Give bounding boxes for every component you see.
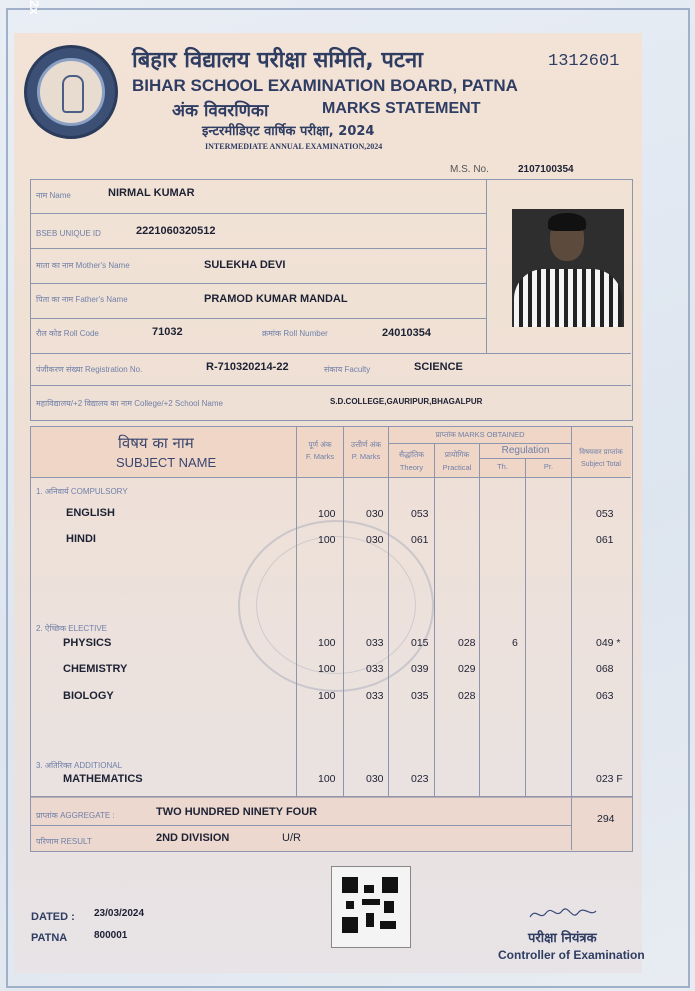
place-code: 800001 — [94, 930, 128, 941]
fmarks-header: F. Marks — [305, 452, 335, 461]
result-category: U/R — [282, 832, 301, 844]
subject-total: 068 — [596, 663, 614, 675]
total-header-hindi: विषयवार प्राप्तांक — [579, 449, 623, 456]
mother-label: माता का नाम Mother's Name — [36, 261, 130, 270]
full-marks: 100 — [318, 773, 336, 785]
subject-total: 061 — [596, 534, 614, 546]
pass-marks: 033 — [366, 663, 384, 675]
subject-name: MATHEMATICS — [63, 773, 143, 785]
aggregate-box — [30, 796, 633, 852]
pass-marks: 030 — [366, 534, 384, 546]
father-name: PRAMOD KUMAR MANDAL — [204, 293, 348, 305]
statement-title-english: MARKS STATEMENT — [322, 100, 481, 117]
pmarks-header-hindi: उत्तीर्ण अंक — [350, 440, 382, 449]
dated-label: DATED : — [31, 911, 75, 923]
roll-code-label: रौल कोड Roll Code — [36, 329, 99, 338]
practical-marks: 029 — [458, 663, 476, 675]
pass-marks: 033 — [366, 637, 384, 649]
subject-name: BIOLOGY — [63, 690, 114, 702]
theory-marks: 053 — [411, 508, 429, 520]
student-photo — [512, 209, 624, 327]
college-label: महाविद्यालय/+2 विद्यालय का नाम College/+2 School Name — [36, 399, 223, 408]
watermark-seal — [238, 520, 434, 692]
theory-header: Theory — [399, 463, 424, 472]
uid-label: BSEB UNIQUE ID — [36, 229, 101, 238]
subject-name: CHEMISTRY — [63, 663, 128, 675]
pass-marks: 030 — [366, 773, 384, 785]
theory-marks: 039 — [411, 663, 429, 675]
exam-title-hindi: इन्टरमीडिएट वार्षिक परीक्षा, 2024 — [202, 124, 375, 139]
qr-code — [331, 866, 411, 948]
student-name: NIRMAL KUMAR — [108, 187, 195, 199]
board-title-english: BIHAR SCHOOL EXAMINATION BOARD, PATNA — [132, 76, 518, 95]
ms-number-value: 2107100354 — [518, 164, 574, 175]
roll-number: 24010354 — [382, 327, 431, 339]
section-elective: 2. ऐच्छिक ELECTIVE — [36, 624, 107, 633]
reg-pr-header: Pr. — [543, 462, 554, 471]
theory-marks: 023 — [411, 773, 429, 785]
roll-code: 71032 — [152, 326, 183, 338]
statement-title-hindi: अंक विवरणिका — [172, 101, 269, 121]
regulation-theory: 6 — [512, 637, 518, 649]
exam-title-english: INTERMEDIATE ANNUAL EXAMINATION,2024 — [205, 142, 383, 151]
pass-marks: 030 — [366, 508, 384, 520]
subject-header-hindi: विषय का नाम — [118, 434, 194, 452]
full-marks: 100 — [318, 534, 336, 546]
student-uid: 2221060320512 — [136, 225, 216, 237]
full-marks: 100 — [318, 690, 336, 702]
aggregate-total: 294 — [597, 813, 615, 825]
registration-number: R-710320214-22 — [206, 361, 289, 373]
subject-total: 063 — [596, 690, 614, 702]
subject-header: SUBJECT NAME — [116, 455, 217, 470]
board-logo — [24, 45, 118, 139]
subject-name: PHYSICS — [63, 637, 112, 649]
fmarks-header-hindi: पूर्ण अंक — [308, 440, 332, 449]
obtained-header: प्राप्तांक MARKS OBTAINED — [435, 430, 525, 439]
regulation-header: Regulation — [501, 445, 550, 456]
zoom-indicator: 2x — [27, 0, 42, 15]
practical-header-hindi: प्रायोगिक — [444, 450, 470, 459]
ms-number-label: M.S. No. — [450, 164, 489, 175]
full-marks: 100 — [318, 663, 336, 675]
pass-marks: 033 — [366, 690, 384, 702]
theory-marks: 035 — [411, 690, 429, 702]
full-marks: 100 — [318, 637, 336, 649]
section-additional: 3. अतिरिक्त ADDITIONAL — [36, 761, 123, 770]
place-label: PATNA — [31, 932, 68, 944]
pmarks-header: P. Marks — [351, 452, 381, 461]
theory-header-hindi: सैद्धांतिक — [399, 450, 424, 459]
controller-signature — [528, 905, 598, 923]
roll-number-label: क्रमांक Roll Number — [262, 329, 328, 338]
practical-marks: 028 — [458, 690, 476, 702]
signature-title-hindi: परीक्षा नियंत्रक — [528, 931, 597, 946]
faculty-label: संकाय Faculty — [324, 365, 371, 374]
subject-name: ENGLISH — [66, 507, 115, 519]
total-header: Subject Total — [581, 461, 621, 468]
subject-total: 049 * — [596, 637, 621, 649]
board-title-hindi: बिहार विद्यालय परीक्षा समिति, पटना — [132, 48, 423, 73]
signature-title-english: Controller of Examination — [498, 948, 645, 962]
section-compulsory: 1. अनिवार्य COMPULSORY — [36, 487, 128, 496]
mother-name: SULEKHA DEVI — [204, 259, 286, 271]
theory-marks: 015 — [411, 637, 429, 649]
practical-marks: 028 — [458, 637, 476, 649]
college-name: S.D.COLLEGE,GAURIPUR,BHAGALPUR — [330, 397, 483, 406]
name-label: नाम Name — [36, 191, 71, 200]
subject-total: 053 — [596, 508, 614, 520]
registration-label: पंजीकरण संख्या Registration No. — [36, 365, 143, 374]
full-marks: 100 — [318, 508, 336, 520]
subject-total: 023 F — [596, 773, 623, 785]
result-label: परिणाम RESULT — [36, 837, 92, 846]
theory-marks: 061 — [411, 534, 429, 546]
faculty-value: SCIENCE — [414, 361, 463, 373]
serial-number: 1312601 — [548, 52, 620, 71]
dated-value: 23/03/2024 — [94, 908, 145, 919]
father-label: पिता का नाम Father's Name — [36, 295, 128, 304]
aggregate-label: प्राप्तांक AGGREGATE : — [36, 811, 115, 820]
aggregate-words: TWO HUNDRED NINETY FOUR — [156, 806, 318, 818]
subject-name: HINDI — [66, 533, 96, 545]
reg-th-header: Th. — [497, 462, 508, 471]
result-value: 2ND DIVISION — [156, 832, 230, 844]
practical-header: Practical — [442, 463, 472, 472]
